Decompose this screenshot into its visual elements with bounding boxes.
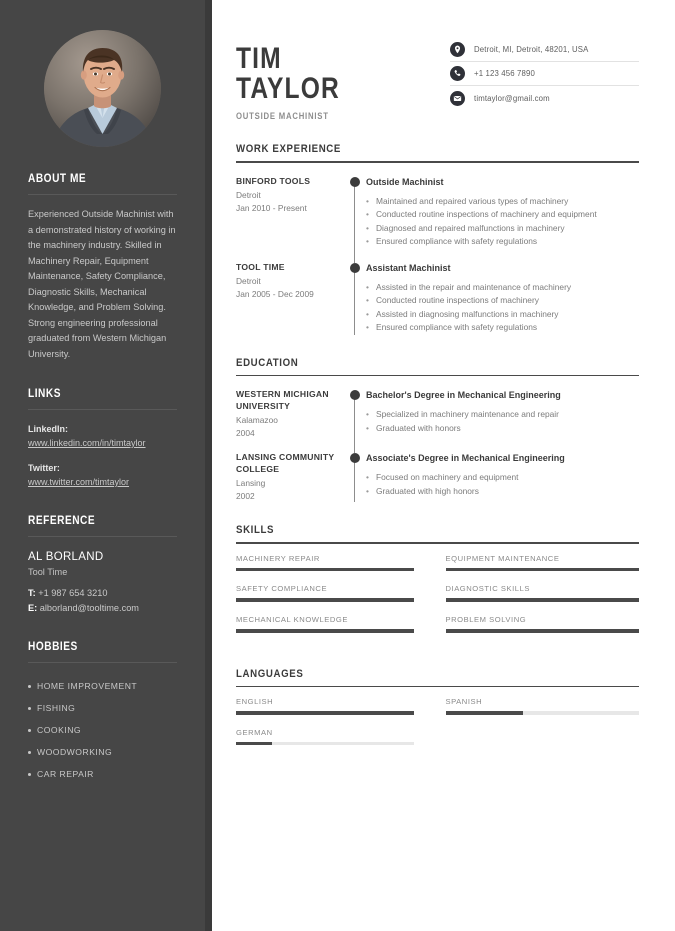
phone-icon — [450, 66, 465, 81]
bullet-item: • Assisted in diagnosing malfunctions in machinery — [366, 308, 639, 322]
languages-divider — [236, 686, 639, 688]
bullet-item: • Maintained and repaired various types of machinery — [366, 195, 639, 209]
work-entry-body — [366, 176, 639, 249]
education-degree-title: Bachelor's Degree in Mechanical Engineering — [366, 390, 561, 401]
hobby-label: HOME IMPROVEMENT — [37, 681, 138, 691]
skill-bar-fill — [236, 568, 414, 572]
timeline-dot-icon — [350, 390, 360, 400]
language-item — [236, 728, 438, 746]
language-item — [236, 697, 438, 715]
contact-phone-text: +1 123 456 7890 — [474, 69, 536, 78]
linkedin-label: LinkedIn: — [28, 424, 68, 434]
work-entry-body — [366, 262, 639, 335]
location-pin-icon — [450, 42, 465, 57]
reference-organization: Tool Time — [28, 567, 68, 577]
work-experience-heading: WORK EXPERIENCE — [236, 143, 341, 155]
language-item — [438, 697, 640, 715]
skill-bar-fill — [236, 629, 414, 633]
education-bullets — [366, 471, 639, 498]
skill-item — [438, 615, 640, 633]
reference-email-row — [28, 601, 177, 616]
education-degree-title: Associate's Degree in Mechanical Engineering — [366, 453, 565, 464]
timeline-marker — [344, 452, 366, 502]
skills-heading: SKILLS — [236, 524, 275, 537]
timeline-dot-icon — [350, 263, 360, 273]
skills-section — [236, 524, 639, 645]
skill-item — [236, 615, 438, 633]
list-item — [28, 763, 177, 785]
work-experience-section — [236, 143, 639, 335]
work-location: Detroit — [236, 190, 261, 201]
timeline-marker — [344, 262, 366, 335]
timeline-line — [354, 266, 355, 335]
language-bar-fill — [236, 711, 414, 715]
skill-bar-fill — [446, 629, 640, 633]
work-entry-meta — [236, 262, 344, 335]
bullet-dot-icon — [28, 729, 31, 732]
work-dates: Jan 2005 - Dec 2009 — [236, 288, 314, 299]
languages-grid — [236, 697, 639, 758]
reference-heading: REFERENCE — [28, 515, 96, 527]
envelope-icon — [450, 91, 465, 106]
bullet-item: • Assisted in the repair and maintenance of machinery — [366, 281, 639, 295]
language-bar-track — [236, 742, 414, 746]
skill-bar-track — [236, 598, 414, 602]
about-text: Experienced Outside Machinist with a demonstrated history of working in the machinery industry. Skilled in Machinery Repair, Equipment Maintenance, Safety Compliance, Diagnostic Skills, Mechanical Knowledge, and Problem Solving. Strong engineering professional graduated from Western Michigan University. — [28, 209, 176, 359]
timeline-marker — [344, 389, 366, 439]
work-bullets — [366, 281, 639, 335]
contact-email-text: timtaylor@gmail.com — [474, 93, 550, 103]
bullet-dot-icon — [28, 685, 31, 688]
work-location: Detroit — [236, 276, 261, 287]
skills-divider — [236, 542, 639, 544]
skill-label: EQUIPMENT MAINTENANCE — [445, 553, 560, 563]
languages-heading: LANGUAGES — [236, 667, 304, 680]
twitter-url[interactable]: www.twitter.com/timtaylor — [28, 477, 130, 487]
skill-bar-fill — [446, 568, 640, 572]
language-bar-track — [446, 711, 640, 715]
education-dates: 2002 — [236, 490, 255, 501]
hobby-label: COOKING — [37, 725, 82, 735]
skill-item — [438, 554, 640, 572]
about-section — [28, 173, 177, 362]
list-item — [28, 719, 177, 741]
education-organization: WESTERN MICHIGAN UNIVERSITY — [236, 389, 329, 411]
bullet-item: • Conducted routine inspections of machinery — [366, 294, 639, 308]
education-location: Kalamazoo — [236, 415, 278, 426]
languages-section — [236, 668, 639, 759]
language-bar-fill — [446, 711, 523, 715]
about-divider — [28, 194, 177, 195]
skill-item — [438, 584, 640, 602]
bullet-item: • Conducted routine inspections of machinery and equipment — [366, 208, 639, 222]
portrait-photo-icon — [44, 30, 161, 147]
skill-item — [236, 554, 438, 572]
skill-bar-track — [236, 629, 414, 633]
hobby-label: WOODWORKING — [37, 747, 113, 757]
education-dates: 2004 — [236, 427, 255, 438]
link-item-linkedin — [28, 422, 177, 450]
hobbies-section — [28, 641, 177, 785]
header — [236, 34, 639, 121]
language-label: SPANISH — [445, 697, 483, 707]
hobbies-divider — [28, 662, 177, 663]
work-job-title: Assistant Machinist — [366, 262, 451, 273]
education-location: Lansing — [236, 478, 266, 489]
skills-grid — [236, 554, 639, 646]
list-item — [28, 741, 177, 763]
hobbies-heading: HOBBIES — [28, 641, 78, 653]
contact-row-email[interactable] — [450, 86, 639, 110]
reference-section — [28, 515, 177, 615]
education-entry-body — [366, 452, 639, 502]
bullet-dot-icon — [28, 707, 31, 710]
education-entry-meta — [236, 389, 344, 439]
education-divider — [236, 375, 639, 377]
sidebar-edge-strip — [205, 0, 212, 931]
links-divider — [28, 409, 177, 410]
contact-row-location[interactable] — [450, 38, 639, 62]
work-job-title: Outside Machinist — [366, 176, 444, 187]
work-entry — [236, 262, 639, 335]
skill-bar-track — [446, 568, 640, 572]
education-heading: EDUCATION — [236, 356, 299, 369]
timeline-line — [354, 393, 355, 453]
skill-bar-track — [446, 629, 640, 633]
contact-block — [450, 34, 639, 110]
first-name: TIM — [236, 42, 282, 75]
education-entry-meta — [236, 452, 344, 502]
avatar — [44, 30, 161, 147]
work-experience-divider — [236, 161, 639, 163]
skill-label: PROBLEM SOLVING — [445, 614, 527, 624]
education-section — [236, 357, 639, 503]
timeline-line — [354, 456, 355, 502]
timeline-marker — [344, 176, 366, 249]
skill-bar-track — [236, 568, 414, 572]
bullet-dot-icon — [28, 773, 31, 776]
reference-email-label: E: — [28, 602, 38, 613]
skill-label: SAFETY COMPLIANCE — [236, 584, 328, 594]
twitter-label: Twitter: — [28, 463, 60, 473]
education-entry-body — [366, 389, 639, 439]
reference-name: AL BORLAND — [28, 551, 104, 563]
reference-phone: +1 987 654 3210 — [38, 588, 108, 598]
bullet-item: • Diagnosed and repaired malfunctions in machinery — [366, 222, 639, 236]
education-organization: LANSING COMMUNITY COLLEGE — [236, 452, 335, 474]
skill-bar-track — [446, 598, 640, 602]
link-item-twitter — [28, 461, 177, 489]
education-entry — [236, 389, 639, 439]
linkedin-url[interactable]: www.linkedin.com/in/timtaylor — [28, 438, 146, 448]
reference-phone-label: T: — [28, 588, 36, 598]
job-role-subtitle: OUTSIDE MACHINIST — [236, 111, 329, 121]
language-label: ENGLISH — [236, 697, 274, 707]
work-entry-meta — [236, 176, 344, 249]
contact-location-text: Detroit, MI, Detroit, 48201, USA — [474, 45, 589, 54]
hobby-label: CAR REPAIR — [37, 769, 94, 779]
hobby-label: FISHING — [37, 703, 76, 713]
timeline-line — [354, 180, 355, 263]
work-organization: BINFORD TOOLS — [236, 175, 311, 186]
skill-label: DIAGNOSTIC SKILLS — [445, 584, 530, 594]
reference-phone-row — [28, 586, 177, 601]
bullet-item: • Focused on machinery and equipment — [366, 471, 639, 485]
links-heading: LINKS — [28, 388, 61, 400]
language-label: GERMAN — [236, 727, 273, 737]
skill-bar-fill — [446, 598, 640, 602]
bullet-item: • Ensured compliance with safety regulations — [366, 321, 639, 335]
work-entry — [236, 176, 639, 249]
reference-divider — [28, 536, 177, 537]
list-item — [28, 675, 177, 697]
list-item — [28, 697, 177, 719]
contact-row-phone[interactable] — [450, 62, 639, 86]
education-bullets — [366, 408, 639, 435]
main-content — [212, 0, 675, 931]
skill-label: MECHANICAL KNOWLEDGE — [236, 614, 348, 624]
language-bar-fill — [236, 742, 272, 746]
sidebar — [0, 0, 212, 931]
about-heading: ABOUT ME — [28, 173, 87, 185]
bullet-item: • Specialized in machinery maintenance and repair — [366, 408, 639, 422]
bullet-item: • Graduated with honors — [366, 422, 639, 436]
skill-bar-fill — [236, 598, 414, 602]
bullet-item: • Ensured compliance with safety regulations — [366, 235, 639, 249]
reference-email: alborland@tooltime.com — [39, 602, 139, 613]
skill-item — [236, 584, 438, 602]
work-bullets — [366, 195, 639, 249]
avatar-container — [28, 30, 177, 147]
skill-label: MACHINERY REPAIR — [236, 553, 320, 563]
education-entry — [236, 452, 639, 502]
language-bar-track — [236, 711, 414, 715]
work-dates: Jan 2010 - Present — [236, 202, 307, 213]
bullet-item: • Graduated with high honors — [366, 485, 639, 499]
name-block — [236, 34, 450, 121]
last-name: TAYLOR — [236, 72, 340, 105]
work-organization: TOOL TIME — [236, 261, 285, 272]
bullet-dot-icon — [28, 751, 31, 754]
timeline-dot-icon — [350, 177, 360, 187]
timeline-dot-icon — [350, 453, 360, 463]
links-section — [28, 388, 177, 489]
